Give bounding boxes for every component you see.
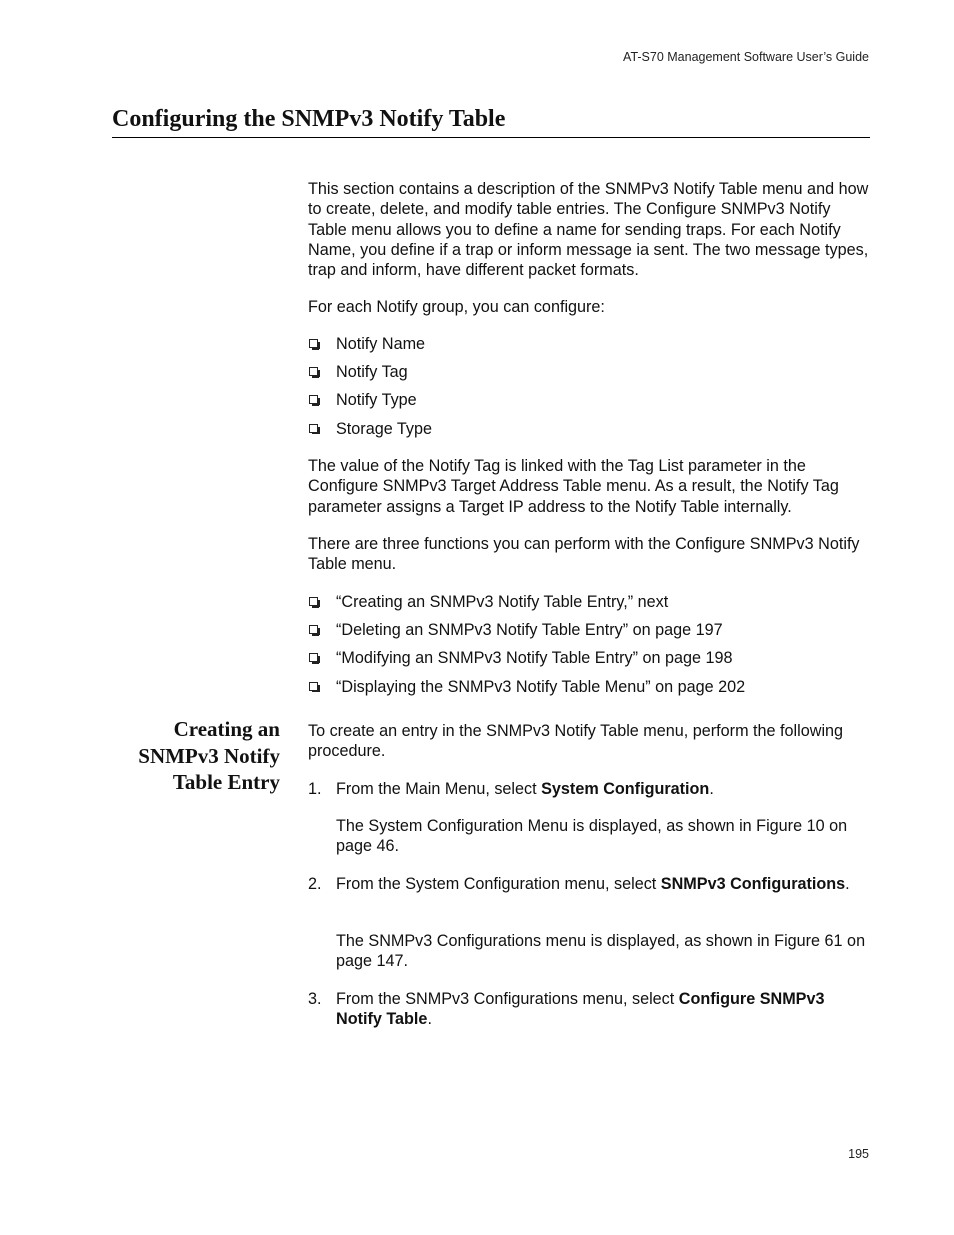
paragraph-text: To create an entry in the SNMPv3 Notify Table menu, perform the following procedure.: [308, 722, 844, 761]
list-item: [308, 419, 870, 447]
list-item-label: Storage Type: [336, 419, 432, 438]
step-text-plain: From the System Configuration menu, select: [336, 875, 661, 893]
checkbox-bullet-icon: [309, 339, 318, 348]
functions-list: [308, 592, 870, 705]
list-item: [308, 334, 870, 362]
step-text-plain: .: [845, 875, 850, 893]
menu-option-name: Configure SNMPv3 Notify Table: [336, 990, 825, 1029]
procedure-intro: [308, 721, 870, 762]
heading-line: Creating an: [173, 717, 280, 741]
list-item-label: Notify Name: [336, 335, 426, 353]
paragraph-text: The value of the Notify Tag is linked with the Tag List parameter in the Configure SNMPv3 Target Address Table menu. As a result, the Notify Tag parameter assigns a Target IP address to the Notify Table internally.: [308, 457, 839, 516]
heading-line: Table Entry: [172, 770, 280, 794]
configurable-list: [308, 334, 870, 447]
step-text: [336, 989, 870, 1030]
heading-line: SNMPv3 Notify: [138, 743, 280, 768]
intro-paragraph-1: [308, 179, 870, 280]
menu-option-name: System Configuration: [541, 780, 710, 798]
paragraph-text: There are three functions you can perform with the Configure SNMPv3 Notify Table menu.: [308, 535, 860, 574]
step-text-plain: From the Main Menu, select: [336, 780, 542, 798]
step-text-plain: .: [427, 1010, 432, 1029]
checkbox-bullet-icon: [309, 682, 318, 691]
intro-paragraph-3: [308, 456, 870, 517]
cross-reference-link[interactable]: “Displaying the SNMPv3 Notify Table Menu” on page 202: [336, 677, 746, 696]
page-number: 195: [848, 1147, 869, 1161]
step-number: 1.: [308, 780, 322, 798]
checkbox-bullet-icon: [309, 597, 318, 606]
checkbox-bullet-icon: [309, 395, 318, 404]
list-item: [308, 677, 870, 705]
step-text: [336, 874, 870, 894]
list-item-label: Notify Tag: [336, 363, 408, 382]
step-number: 3.: [308, 990, 322, 1008]
subsection-heading: [90, 716, 280, 796]
list-item: [308, 648, 870, 676]
list-item: [308, 592, 870, 620]
step-text: [336, 779, 870, 799]
step-1-result: The System Configuration Menu is displayed, as shown in Figure 10 on page 46.: [336, 817, 848, 856]
step-number: 2.: [308, 875, 322, 893]
intro-paragraph-2: [308, 297, 870, 317]
checkbox-bullet-icon: [309, 367, 318, 376]
intro-paragraph-4: [308, 534, 870, 575]
list-item: [308, 390, 870, 418]
list-item: [308, 362, 870, 390]
cross-reference-link[interactable]: “Deleting an SNMPv3 Notify Table Entry” on page 197: [336, 621, 723, 640]
step-2-result: The SNMPv3 Configurations menu is displayed, as shown in Figure 61 on page 147.: [336, 932, 866, 971]
step-text-plain: .: [709, 780, 714, 798]
checkbox-bullet-icon: [309, 625, 318, 634]
paragraph-text: This section contains a description of the SNMPv3 Notify Table menu and how to create, delete, and modify table entries. The Configure SNMPv3 Notify Table menu allows you to define a name for sending traps. For each Notify Name, you define if a trap or inform message ia sent. The two message types, trap and inform, have different packet formats.: [308, 180, 869, 280]
section-title: Configuring the SNMPv3 Notify Table: [112, 106, 870, 138]
checkbox-bullet-icon: [309, 653, 318, 662]
cross-reference-link[interactable]: “Creating an SNMPv3 Notify Table Entry,” next: [336, 593, 669, 611]
paragraph-text: For each Notify group, you can configure:: [308, 298, 605, 316]
running-header: AT-S70 Management Software User’s Guide: [623, 50, 869, 64]
list-item-label: Notify Type: [336, 391, 417, 410]
checkbox-bullet-icon: [309, 424, 318, 433]
menu-option-name: SNMPv3 Configurations: [660, 875, 846, 893]
list-item: [308, 620, 870, 648]
step-text-plain: From the SNMPv3 Configurations menu, select: [336, 990, 679, 1008]
cross-reference-link[interactable]: “Modifying an SNMPv3 Notify Table Entry” on page 198: [336, 649, 733, 668]
